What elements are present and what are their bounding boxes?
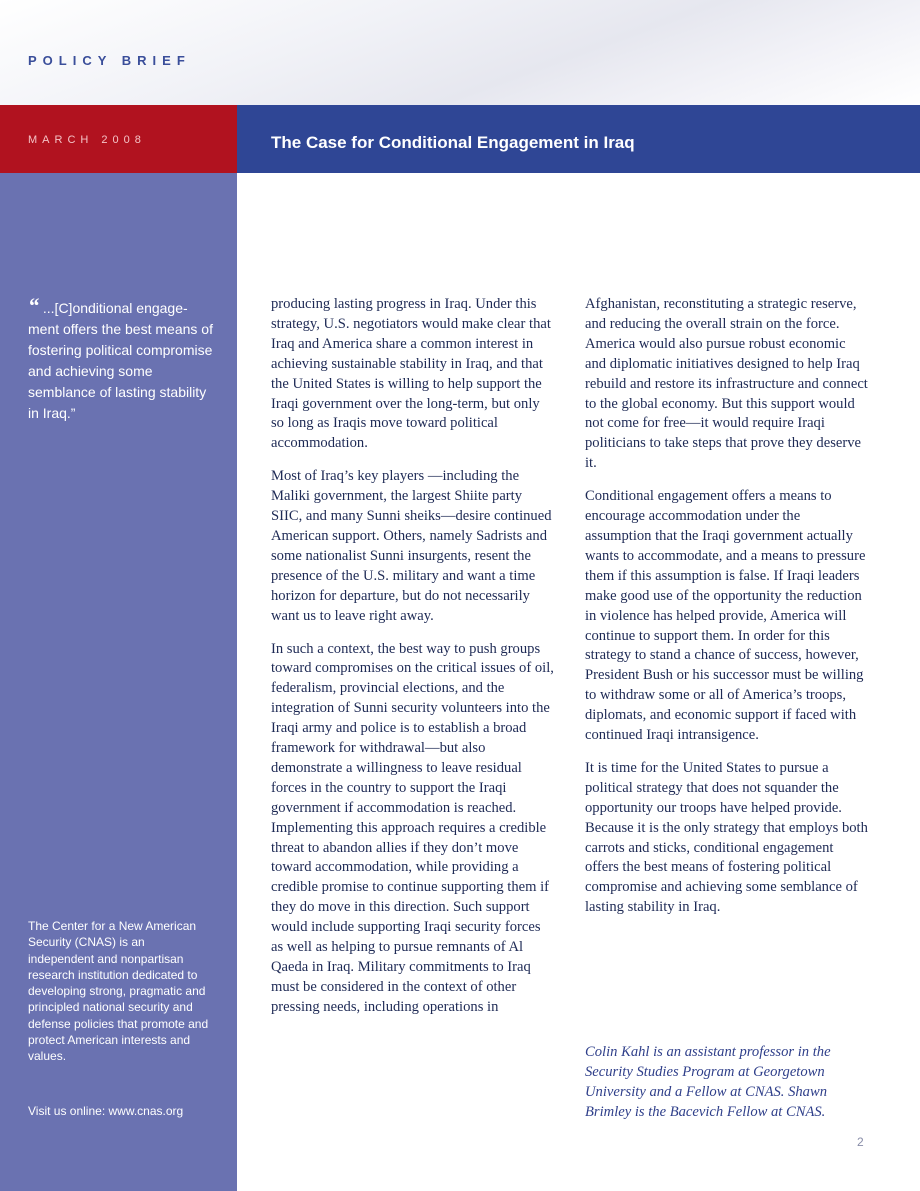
- paragraph: It is time for the United States to pursue a political strategy that does not squander the opportunity our troops have helped provide. Because it is the only strategy that employs both carrots and sticks, conditional engagement offers the best means of fostering political compromise and achieving some semblance of lasting stability in Iraq.: [585, 759, 868, 916]
- website-link[interactable]: Visit us online: www.cnas.org: [28, 1104, 184, 1118]
- author-bio: Colin Kahl is an assistant professor in the Security Studies Program at Georgetown University and a Fellow at CNAS. Shawn Brimley is the Bacevich Fellow at CNAS.: [585, 1044, 831, 1120]
- page-number: 2: [857, 1135, 864, 1149]
- paragraph: In such a context, the best way to push groups toward compromises on the critical issues of oil, federalism, provincial elections, and the integration of Sunni security volunteers into the Iraqi army and police is to establish a broad framework for withdrawal—but also demonstrate a willingness to leave residual forces in the country to support the Iraqi government if accommodation is reached. Implementing this approach requires a credible threat to abandon allies if they don’t move toward accommodation, while providing a credible promise to continue supporting them if they do move in this direction. Such support would include supporting Iraqi security forces as well as helping to pursue remnants of Al Qaeda in Iraq. Military commitments to Iraq must be considered in the context of other pressing needs, including operations in: [271, 640, 554, 1015]
- quote-mark-icon: “: [28, 293, 39, 318]
- cnas-description: The Center for a New American Security (CNAS) is an independent and nonpartisan research institution dedicated to developing strong, pragmatic and principled national security and defense policies that promote and protect American interests and values.: [28, 919, 209, 1064]
- series-label: POLICY BRIEF: [28, 53, 191, 68]
- body-column-2: [585, 295, 870, 931]
- pull-quote-text: ...[C]onditional engage-ment offers the best means of fostering political compromise and achieving some semblance of lasting stability in Iraq.”: [28, 300, 213, 421]
- paragraph: Most of Iraq’s key players —including the Maliki government, the largest Shiite party SIIC, and many Sunni sheiks—desire continued American support. Others, namely Sadrists and some nationalist Sunni insurgents, resent the presence of the U.S. military and want a time horizon for departure, but do not necessarily want us to leave right away.: [271, 468, 552, 624]
- paragraph: Afghanistan, reconstituting a strategic reserve, and reducing the overall strain on the force. America would also pursue robust economic and diplomatic initiatives designed to help Iraq rebuild and restore its infrastructure and connect to the global economy. But this support would not come for free—it would require Iraqi politicians to take steps that prove they deserve it.: [585, 296, 868, 472]
- publication-date: MARCH 2008: [28, 134, 146, 146]
- paragraph: producing lasting progress in Iraq. Under this strategy, U.S. negotiators would make clear that Iraq and America share a common interest in achieving sustainable stability in Iraq, and that the United States is willing to help support the Iraqi government over the long-term, but only so long as Iraqis move toward political accommodation.: [271, 296, 551, 452]
- document-title: The Case for Conditional Engagement in Iraq: [271, 133, 635, 152]
- paragraph: Conditional engagement offers a means to encourage accommodation under the assumption that the Iraqi government actually wants to accommodate, and a means to pressure them if this assumption is false. If Iraqi leaders make good use of the opportunity the reduction in violence has helped provide, America will continue to support them. In order for this strategy to stand a chance of success, however, President Bush or his successor must be willing to withdraw some or all of America’s troops, diplomats, and economic support if faced with continued Iraqi intransigence.: [585, 488, 866, 744]
- pull-quote: [28, 295, 213, 424]
- body-column-1: [271, 295, 556, 1031]
